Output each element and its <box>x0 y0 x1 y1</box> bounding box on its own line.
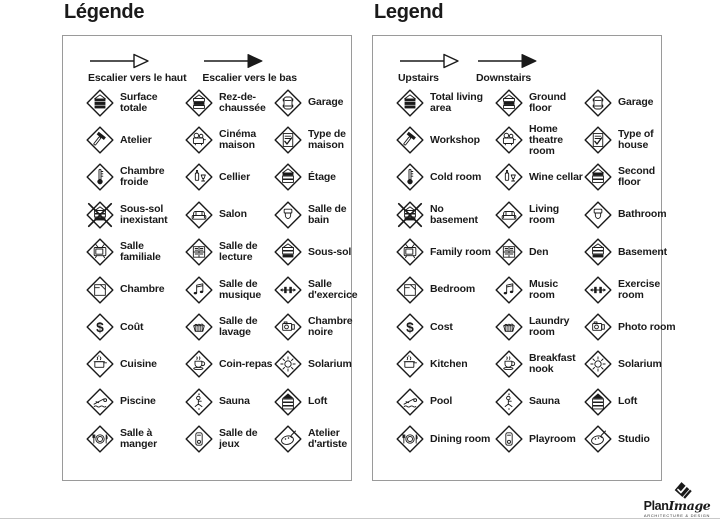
legend-item-label: Étage <box>308 170 336 183</box>
legend-item-label: Chambre froide <box>120 165 165 189</box>
legend-item-music-note <box>494 275 583 305</box>
floors-second-icon <box>273 162 303 192</box>
logo-tagline: ARCHITECTURE & DESIGN <box>643 513 711 518</box>
legend-item-floors-basement <box>273 237 369 267</box>
legend-grid <box>395 84 679 458</box>
legend-item-label: Sous-sol <box>308 245 352 258</box>
legend-item-dumbbell <box>583 275 679 305</box>
legend-item-garage-car <box>583 88 679 118</box>
arrow-solid-icon <box>202 52 264 70</box>
no-basement-icon <box>395 200 425 230</box>
pool-icon <box>395 387 425 417</box>
legend-item-label: Surface totale <box>120 90 158 114</box>
legend-item-pool <box>395 387 494 417</box>
legend-item-sauna-person <box>184 387 273 417</box>
legend-item-checklist <box>583 125 679 155</box>
legend-grid <box>85 84 369 458</box>
legend-item-label: Loft <box>308 395 328 408</box>
legend-item-sun <box>583 349 679 379</box>
legend-item-label: Playroom <box>529 432 576 445</box>
legend-item-floors-loft <box>583 387 679 417</box>
legend-item-sun <box>273 349 369 379</box>
legend-item-label: Music room <box>529 277 559 301</box>
legend-item-label: Family room <box>430 245 491 258</box>
bookshelf-icon <box>184 237 214 267</box>
legend-item-floors-loft <box>273 387 369 417</box>
floors-all-icon <box>395 88 425 118</box>
dumbbell-icon <box>273 275 303 305</box>
legend-item-floors-second <box>273 162 369 192</box>
legend-item-pool <box>85 387 184 417</box>
thermometer-icon <box>85 162 115 192</box>
toilet-icon <box>273 200 303 230</box>
legend-item-label: Sauna <box>529 395 560 408</box>
checklist-icon <box>583 125 613 155</box>
legend-item-music-note <box>184 275 273 305</box>
legend-item-camera <box>273 312 369 342</box>
panel-title-legend: Legend <box>374 1 444 23</box>
projector-icon <box>494 125 524 155</box>
legend-item-label: Home theatre room <box>529 122 563 157</box>
camera-icon <box>583 312 613 342</box>
arrow-label: Downstairs <box>476 72 532 84</box>
legend-item-label: Salle familiale <box>120 240 161 264</box>
legend-item-wine <box>494 162 583 192</box>
arrow-solid-icon <box>476 52 538 70</box>
sun-icon <box>273 349 303 379</box>
legend-item-label: Ground floor <box>529 90 567 114</box>
sauna-person-icon <box>494 387 524 417</box>
legend-item-label: Laundry room <box>529 315 570 339</box>
legend-item-label: Type of house <box>618 128 654 152</box>
legend-item-label: Basement <box>618 245 667 258</box>
legend-item-playroom <box>184 424 273 454</box>
legend-item-label: Den <box>529 245 549 258</box>
legend-item-label: Salle de lecture <box>219 240 258 264</box>
bed-icon <box>395 275 425 305</box>
plate-cutlery-icon <box>395 424 425 454</box>
arrow-outline-icon <box>88 52 150 70</box>
legend-item-label: Salle de musique <box>219 277 262 301</box>
stairs-up-arrow-group <box>88 52 186 84</box>
sauna-person-icon <box>184 387 214 417</box>
legend-item-label: Workshop <box>430 133 480 146</box>
stairs-arrows <box>88 52 297 84</box>
legend-item-label: Salon <box>219 208 247 221</box>
legend-item-sauna-person <box>494 387 583 417</box>
legend-item-label: Atelier d'artiste <box>308 427 348 451</box>
legend-item-laundry <box>184 312 273 342</box>
thermometer-icon <box>395 162 425 192</box>
wine-icon <box>494 162 524 192</box>
legend-item-label: Studio <box>618 432 650 445</box>
legend-item-laundry <box>494 312 583 342</box>
legend-item-no-basement <box>395 200 494 230</box>
legend-item-sofa <box>494 200 583 230</box>
laundry-icon <box>184 312 214 342</box>
arrow-outline-icon <box>398 52 460 70</box>
cup-icon <box>494 349 524 379</box>
legend-item-label: Dining room <box>430 432 491 445</box>
legend-item-label: Pool <box>430 395 453 408</box>
tv-icon <box>85 237 115 267</box>
svg-text:$: $ <box>96 319 104 335</box>
legend-item-label: Second floor <box>618 165 656 189</box>
floors-loft-icon <box>583 387 613 417</box>
bookshelf-icon <box>494 237 524 267</box>
legend-item-label: Loft <box>618 395 638 408</box>
stairs-down-arrow-group <box>476 52 538 84</box>
legend-item-projector <box>184 125 273 155</box>
legend-item-thermometer <box>395 162 494 192</box>
planimage-logo <box>640 479 714 518</box>
legend-item-checklist <box>273 125 369 155</box>
arrow-label: Escalier vers le bas <box>202 72 297 84</box>
legend-item-label: Salle de jeux <box>219 427 258 451</box>
legend-item-label: Chambre <box>120 283 165 296</box>
legend-item-pot <box>395 349 494 379</box>
stairs-arrows <box>398 52 538 84</box>
legend-item-floors-all <box>85 88 184 118</box>
stairs-down-arrow-group <box>202 52 297 84</box>
legend-item-pot <box>85 349 184 379</box>
legend-item-toilet <box>583 200 679 230</box>
legend-item-floors-basement <box>583 237 679 267</box>
legend-item-label: Bathroom <box>618 208 667 221</box>
floors-all-icon <box>85 88 115 118</box>
legend-item-bed <box>395 275 494 305</box>
logo-image-text: Image <box>668 498 711 513</box>
legend-item-label: Bedroom <box>430 283 476 296</box>
legend-item-label: Coin-repas <box>219 357 273 370</box>
palette-icon <box>273 424 303 454</box>
legend-item-bookshelf <box>494 237 583 267</box>
floors-second-icon <box>583 162 613 192</box>
legend-item-palette <box>583 424 679 454</box>
legend-item-dumbbell <box>273 275 369 305</box>
playroom-icon <box>494 424 524 454</box>
legend-item-cup <box>494 349 583 379</box>
legend-item-camera <box>583 312 679 342</box>
pool-icon <box>85 387 115 417</box>
laundry-icon <box>494 312 524 342</box>
legend-item-label: Salle de lavage <box>219 315 258 339</box>
music-note-icon <box>494 275 524 305</box>
legend-item-label: Cost <box>430 320 453 333</box>
legend-item-label: Cold room <box>430 170 482 183</box>
legend-item-label: Garage <box>308 96 344 109</box>
legend-item-label: Coût <box>120 320 144 333</box>
toilet-icon <box>583 200 613 230</box>
floors-basement-icon <box>583 237 613 267</box>
panel-title-legende: Légende <box>64 1 145 23</box>
svg-text:$: $ <box>406 319 414 335</box>
legend-item-label: Exercise room <box>618 277 661 301</box>
legend-item-cup <box>184 349 273 379</box>
legend-item-label: Piscine <box>120 395 156 408</box>
hammer-icon <box>85 125 115 155</box>
legend-item-hammer <box>85 125 184 155</box>
legend-item-dollar <box>85 312 184 342</box>
logo-plan-text: Plan <box>643 499 669 513</box>
legend-item-label: Cellier <box>219 170 251 183</box>
cup-icon <box>184 349 214 379</box>
legend-box-french <box>62 35 358 481</box>
no-basement-icon <box>85 200 115 230</box>
arrow-label: Escalier vers le haut <box>88 72 187 84</box>
legend-item-tv <box>395 237 494 267</box>
palette-icon <box>583 424 613 454</box>
legend-item-label: Salle de bain <box>308 202 347 226</box>
garage-car-icon <box>583 88 613 118</box>
camera-icon <box>273 312 303 342</box>
plate-cutlery-icon <box>85 424 115 454</box>
legend-item-plate-cutlery <box>85 424 184 454</box>
floors-loft-icon <box>273 387 303 417</box>
legend-box-english <box>372 35 676 481</box>
legend-item-label: Kitchen <box>430 357 468 370</box>
legend-item-label: Salle à manger <box>120 427 158 451</box>
legend-item-playroom <box>494 424 583 454</box>
legend-item-floors-ground <box>494 88 583 118</box>
legend-item-label: Solarium <box>618 357 662 370</box>
legend-item-wine <box>184 162 273 192</box>
legend-item-label: Salle d'exercice <box>308 277 358 301</box>
legend-item-label: Type de maison <box>308 128 346 152</box>
sofa-icon <box>184 200 214 230</box>
bed-icon <box>85 275 115 305</box>
floors-ground-icon <box>494 88 524 118</box>
legend-item-hammer <box>395 125 494 155</box>
projector-icon <box>184 125 214 155</box>
pot-icon <box>85 349 115 379</box>
legend-item-label: Garage <box>618 96 654 109</box>
legend-item-label: Cuisine <box>120 357 157 370</box>
legend-item-label: No basement <box>430 202 478 226</box>
playroom-icon <box>184 424 214 454</box>
floors-basement-icon <box>273 237 303 267</box>
arrow-label: Upstairs <box>398 72 439 84</box>
legend-item-thermometer <box>85 162 184 192</box>
legend-item-plate-cutlery <box>395 424 494 454</box>
stairs-up-arrow-group <box>398 52 460 84</box>
hammer-icon <box>395 125 425 155</box>
legend-item-label: Cinéma maison <box>219 128 257 152</box>
legend-item-label: Breakfast nook <box>529 352 576 376</box>
legend-item-toilet <box>273 200 369 230</box>
wine-icon <box>184 162 214 192</box>
checklist-icon <box>273 125 303 155</box>
garage-car-icon <box>273 88 303 118</box>
legend-item-projector <box>494 124 583 157</box>
planimage-wordmark <box>640 500 714 512</box>
legend-item-floors-second <box>583 162 679 192</box>
sun-icon <box>583 349 613 379</box>
legend-item-palette <box>273 424 369 454</box>
legend-item-sofa <box>184 200 273 230</box>
legend-item-label: Total living area <box>430 90 483 114</box>
page-bottom-edge <box>0 518 720 519</box>
legend-item-no-basement <box>85 200 184 230</box>
dumbbell-icon <box>583 275 613 305</box>
legend-item-label: Atelier <box>120 133 152 146</box>
sofa-icon <box>494 200 524 230</box>
legend-item-floors-ground <box>184 88 273 118</box>
legend-item-label: Sous-sol inexistant <box>120 202 168 226</box>
legend-item-label: Chambre noire <box>308 315 353 339</box>
dollar-icon <box>395 312 425 342</box>
legend-item-dollar <box>395 312 494 342</box>
tv-icon <box>395 237 425 267</box>
legend-item-bed <box>85 275 184 305</box>
legend-item-label: Wine cellar <box>529 170 583 183</box>
legend-item-floors-all <box>395 88 494 118</box>
legend-item-label: Sauna <box>219 395 250 408</box>
music-note-icon <box>184 275 214 305</box>
legend-item-bookshelf <box>184 237 273 267</box>
legend-item-label: Solarium <box>308 357 352 370</box>
legend-item-label: Rez-de-chaussée <box>219 90 266 114</box>
floors-ground-icon <box>184 88 214 118</box>
legend-item-label: Photo room <box>618 320 676 333</box>
pot-icon <box>395 349 425 379</box>
legend-item-label: Living room <box>529 202 560 226</box>
dollar-icon <box>85 312 115 342</box>
legend-item-tv <box>85 237 184 267</box>
legend-item-garage-car <box>273 88 369 118</box>
